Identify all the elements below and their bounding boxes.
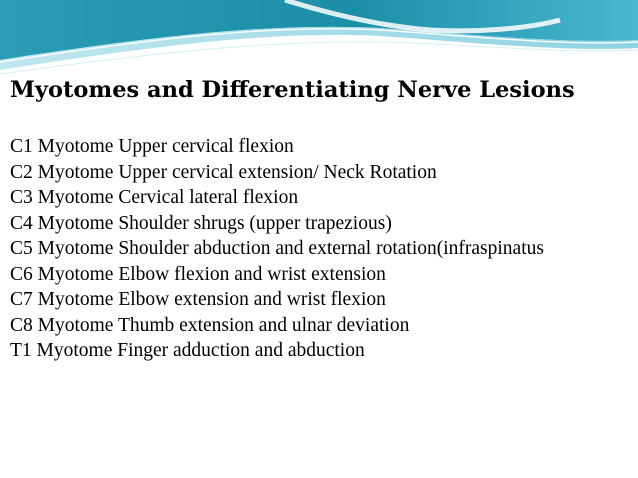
list-item: T1 Myotome Finger adduction and abduction [10, 340, 365, 361]
list-item: C1 Myotome Upper cervical flexion [10, 136, 294, 157]
list-item: C2 Myotome Upper cervical extension/ Neck Rotation [10, 161, 437, 183]
myotome-list [10, 134, 638, 364]
list-item: C7 Myotome Elbow extension and wrist flexion [10, 289, 386, 310]
list-item: C6 Myotome Elbow flexion and wrist extension [10, 263, 386, 285]
list-item: C8 Myotome Thumb extension and ulnar deviation [10, 314, 410, 336]
list-item: C3 Myotome Cervical lateral flexion [10, 187, 299, 208]
list-item: C5 Myotome Shoulder abduction and external rotation(infraspinatus [10, 238, 544, 259]
header-wave-decoration [0, 0, 638, 80]
list-item: C4 Myotome Shoulder shrugs (upper trapezious) [10, 212, 392, 234]
slide-title: Myotomes and Differentiating Nerve Lesions [10, 77, 575, 103]
